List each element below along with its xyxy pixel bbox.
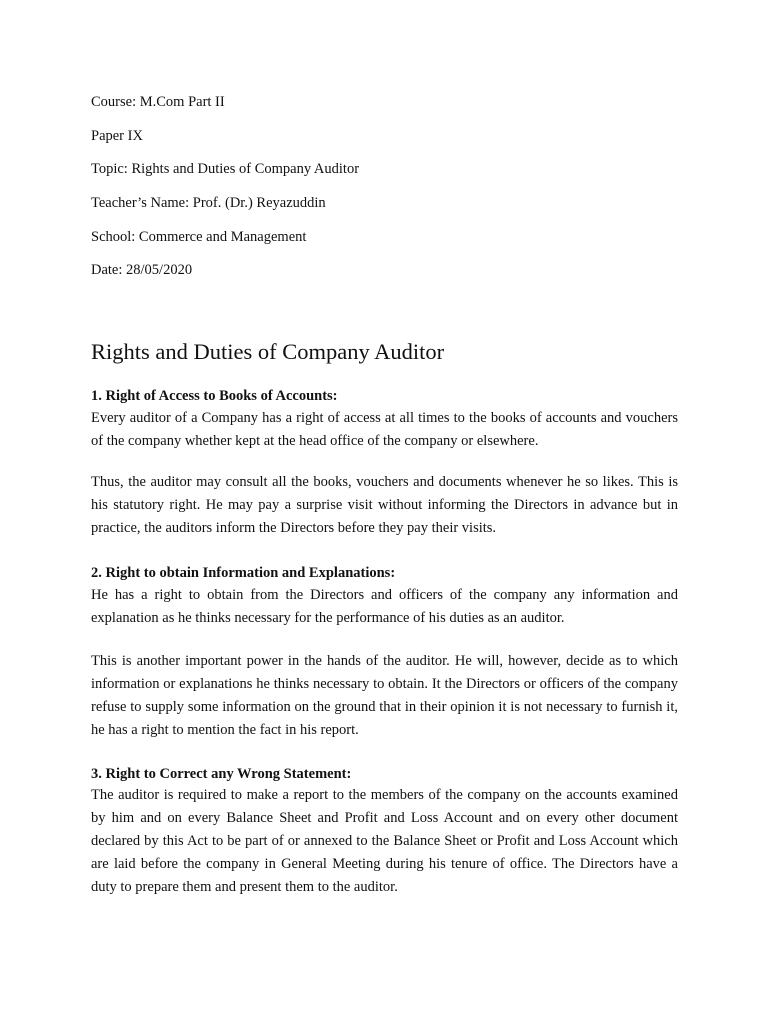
section-heading-3: 3. Right to Correct any Wrong Statement:	[91, 766, 352, 782]
school-line: School: Commerce and Management	[91, 229, 307, 245]
teacher-line: Teacher’s Name: Prof. (Dr.) Reyazuddin	[91, 195, 326, 211]
document-title: Rights and Duties of Company Auditor	[91, 339, 445, 364]
date-line: Date: 28/05/2020	[91, 262, 193, 278]
section-2-paragraph-2: This is another important power in the hands of the auditor. He will, however, decide as to which information or explanations he thinks necessary to obtain. It the Directors or officers of the company refuse to supply some information on the ground that in their opinion it is not necessary to furnish it, he has a right to mention the fact in his report.	[91, 653, 678, 738]
section-2-paragraph-1: He has a right to obtain from the Directors and officers of the company any information and explanation as he thinks necessary for the performance of his duties as an auditor.	[91, 587, 678, 626]
section-1-paragraph-2: Thus, the auditor may consult all the books, vouchers and documents whenever he so likes. This is his statutory right. He may pay a surprise visit without informing the Directors in advance but in practice, the auditors inform the Directors before they pay their visits.	[91, 474, 678, 536]
topic-line: Topic: Rights and Duties of Company Auditor	[91, 161, 360, 177]
section-3-paragraph-1: The auditor is required to make a report to the members of the company on the accounts examined by him and on every Balance Sheet and Profit and Loss Account and on every other document declared by this Act to be part of or annexed to the Balance Sheet or Profit and Loss Account which are laid before the company in General Meeting during his tenure of office. The Directors have a duty to prepare them and present them to the auditor.	[91, 787, 678, 895]
paper-line: Paper IX	[91, 128, 143, 144]
section-heading-1: 1. Right of Access to Books of Accounts:	[91, 388, 338, 404]
section-1-paragraph-1: Every auditor of a Company has a right of access at all times to the books of accounts and vouchers of the company whether kept at the head office of the company or elsewhere.	[91, 410, 678, 449]
section-heading-2: 2. Right to obtain Information and Explanations:	[91, 565, 396, 581]
course-line: Course: M.Com Part II	[91, 94, 225, 110]
